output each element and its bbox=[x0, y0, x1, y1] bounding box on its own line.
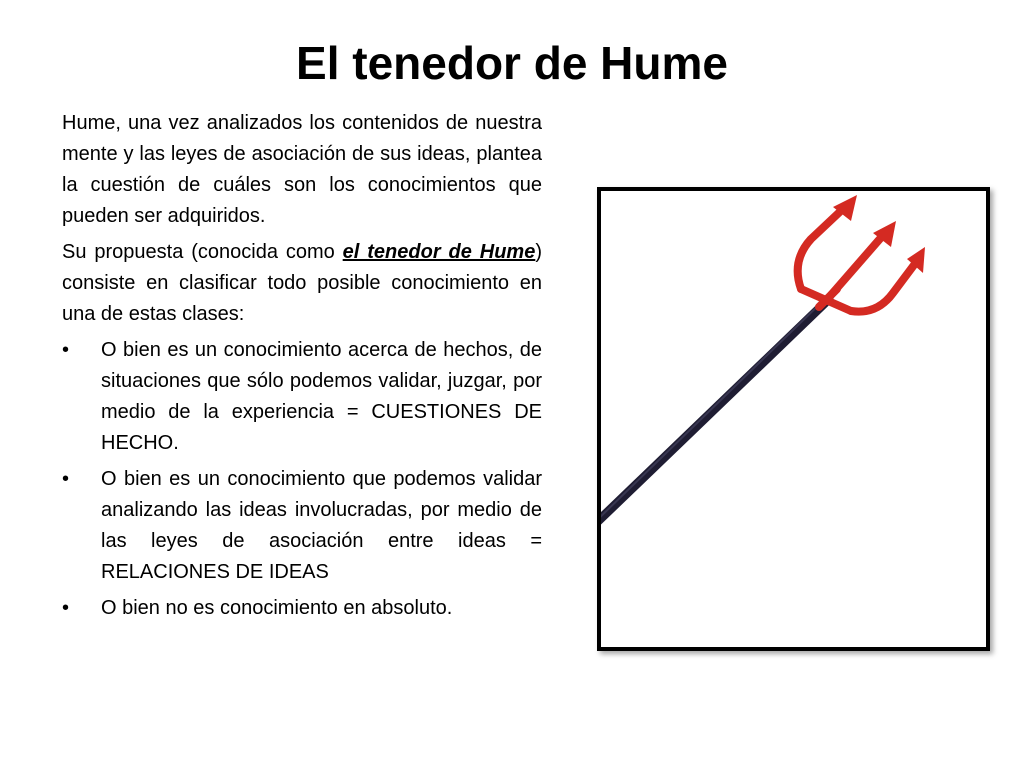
bullet-item bbox=[62, 464, 542, 588]
bullet-dot: • bbox=[62, 597, 70, 619]
pitchfork-prong-right bbox=[851, 261, 917, 312]
pitchfork-prong-center bbox=[831, 233, 885, 295]
pitchfork-tips bbox=[833, 195, 925, 273]
bullet-item bbox=[62, 593, 542, 624]
bullet-dot: • bbox=[62, 468, 70, 490]
bullet-text: O bien es un conocimiento acerca de hechos, de situaciones que sólo podemos validar, juzgar, por medio de la experiencia = CUESTIONES DE HECHO. bbox=[101, 339, 542, 454]
pitchfork-prong-left bbox=[798, 207, 845, 289]
proposal-text-before: Su propuesta (conocida como bbox=[62, 241, 343, 263]
bullet-list bbox=[62, 335, 542, 624]
slide-body bbox=[62, 108, 542, 629]
bullet-item bbox=[62, 335, 542, 459]
pitchfork-icon bbox=[601, 191, 986, 647]
slide-title: El tenedor de Hume bbox=[296, 37, 728, 89]
proposal-term: el tenedor de Hume bbox=[342, 241, 536, 263]
bullet-text: O bien es un conocimiento que podemos validar analizando las ideas involucradas, por medio de las leyes de asociación entre ideas = RELACIONES DE IDEAS bbox=[101, 468, 542, 583]
pitchfork-picture bbox=[597, 187, 990, 651]
bullet-text: O bien no es conocimiento en absoluto. bbox=[101, 597, 453, 619]
bullet-dot: • bbox=[62, 339, 70, 361]
proposal-paragraph bbox=[62, 237, 542, 330]
proposal-text-after: ) consiste en clasificar todo posible conocimiento en una de estas clases: bbox=[62, 241, 542, 325]
intro-paragraph: Hume, una vez analizados los contenidos de nuestra mente y las leyes de asociación de sus ideas, plantea la cuestión de cuáles son los conocimientos que pueden ser adquiridos. bbox=[62, 112, 542, 227]
pitchfork-head bbox=[798, 207, 917, 312]
pitchfork-handle bbox=[601, 299, 829, 526]
